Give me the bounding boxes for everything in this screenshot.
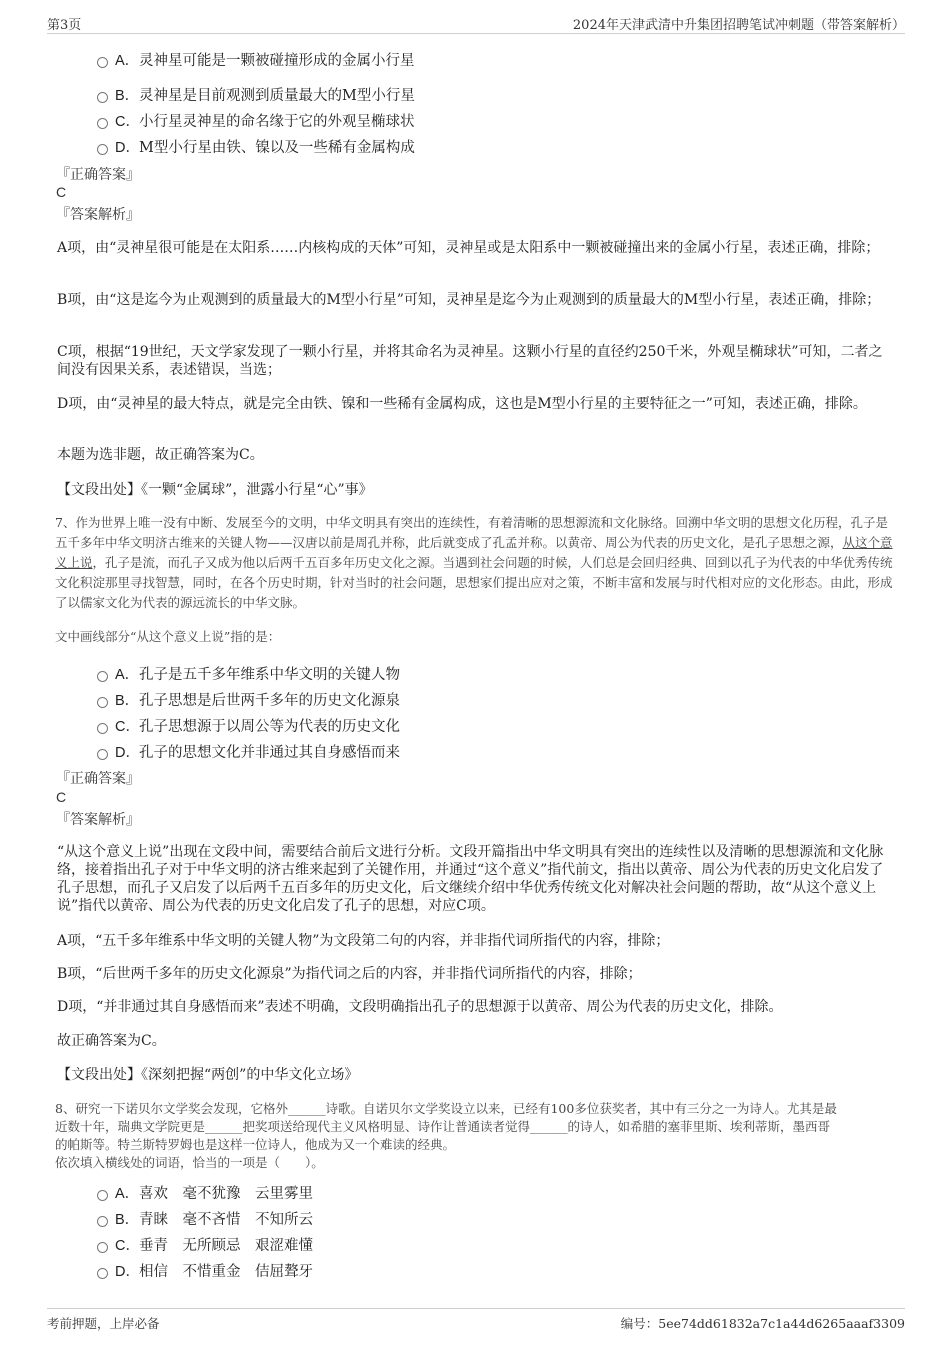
q6-analysis-c: C项，根据“19世纪，天文学家发现了一颗小行星，并将其命名为灵神星。这颗小行星的直径约250千米，外观呈椭球状”可知，二者之间没有因果关系，表述错误，当选； <box>57 344 883 378</box>
q8-option-b[interactable]: B． 青睐 毫不吝惜 不知所云 <box>97 1205 797 1231</box>
q8-question: 依次填入横线处的词语，恰当的一项是（ ）。 <box>55 1155 324 1170</box>
q8-passage: 8、研究一下诺贝尔文学奖会发现，它格外______诗歌。自诺贝尔文学奖设立以来，已经有100多位获奖者，其中有三分之一为诗人。尤其是最 近数十年，瑞典文学院更是______把奖项送给现代主义风格明显、诗作让普通读者觉得______的诗人，如希腊的塞菲里斯、埃利蒂斯，墨西哥 的帕斯等。特兰斯特罗姆也是这样一位诗人，他成为又一个难读的经典。 依次填入横线处的词语，恰当的一项是（ ）。 <box>55 1100 897 1172</box>
q8-option-d[interactable]: D． 相信 不惜重金 佶屈聱牙 <box>97 1257 797 1283</box>
radio-icon[interactable] <box>97 723 108 734</box>
q6-option-d[interactable]: D． M型小行星由铁、镍以及一些稀有金属构成 <box>97 133 797 159</box>
q7-answer-label: 『正确答案』 <box>56 771 140 787</box>
page-number: 第3页 <box>47 18 82 33</box>
radio-icon[interactable] <box>97 144 108 155</box>
q7-option-a[interactable]: A． 孔子是五千多年维系中华文明的关键人物 <box>97 660 797 686</box>
radio-icon[interactable] <box>97 1216 108 1227</box>
q7-option-d[interactable]: D． 孔子的思想文化并非通过其自身感悟而来 <box>97 738 797 764</box>
radio-icon[interactable] <box>97 671 108 682</box>
q6-analysis-b: B项，由“这是迄今为止观测到的质量最大的M型小行星”可知，灵神星是迄今为止观测到的质量最大的M型小行星，表述正确，排除； <box>57 292 881 308</box>
page-footer <box>47 1308 905 1332</box>
q6-answer: C <box>56 184 67 200</box>
radio-icon[interactable] <box>97 1242 108 1253</box>
q6-option-b[interactable]: B． 灵神星是目前观测到质量最大的M型小行星 <box>97 81 797 107</box>
radio-icon[interactable] <box>97 1268 108 1279</box>
q7-option-c[interactable]: C． 孔子思想源于以周公等为代表的历史文化 <box>97 712 797 738</box>
q7-option-b[interactable]: B． 孔子思想是后世两千多年的历史文化源泉 <box>97 686 797 712</box>
q7-analysis-b: B项，“后世两千多年的历史文化源泉”为指代词之后的内容，并非指代词所指代的内容，排除； <box>57 966 642 982</box>
q7-passage: 7、作为世界上唯一没有中断、发展至今的文明，中华文明具有突出的连续性，有着清晰的思想源流和文化脉络。回溯中华文明的思想文化历程，孔子是五千多年中华文明济古维来的关键人物——汉唐以前是周孔并称，此后就变成了孔孟并称。以黄帝、周公为代表的历史文化，是孔子思想之源，从这个意义上说，孔子是流，而孔子又成为他以后两千五百多年历史文化之源。当遇到社会问题的时候，人们总是会回归经典、回到以孔子为代表的中华优秀传统文化积淀那里寻找智慧，同时，在各个历史时期，针对当时的社会问题，思想家们提出应对之策，不断丰富和发展与时代相对应的文化形态。由此，形成了以儒家文化为代表的源远流长的中华文脉。 <box>55 515 893 610</box>
radio-icon[interactable] <box>97 57 108 68</box>
document-id: 编号：5ee74dd61832a7c1a44d6265aaaf3309 <box>620 1316 905 1331</box>
q8-option-a[interactable]: A． 喜欢 毫不犹豫 云里雾里 <box>97 1179 797 1205</box>
radio-icon[interactable] <box>97 697 108 708</box>
q6-source: 【文段出处】《一颗“金属球”，泄露小行星“心”事》 <box>57 482 373 498</box>
q7-analysis-main: “从这个意义上说”出现在文段中间，需要结合前后文进行分析。文段开篇指出中华文明具有突出的连续性以及清晰的思想源流和文化脉络，接着指出孔子对于中华文明的济古维来起到了关键作用，并通过“这个意义”指代前文，指出以黄帝、周公为代表的历史文化启发了孔子思想，而孔子又启发了以后两千五百多年的历史文化，后文继续介绍中华优秀传统文化对解决社会问题的帮助，故“从这个意义上说”指代以黄帝、周公为代表的历史文化启发了孔子的思想，对应C项。 <box>57 844 884 914</box>
q8-options <box>97 1179 797 1283</box>
q6-analysis-a: A项，由“灵神星很可能是在太阳系……内核构成的天体”可知，灵神星或是太阳系中一颗被碰撞出来的金属小行星，表述正确，排除； <box>57 240 880 256</box>
q6-conclusion: 本题为选非题，故正确答案为C。 <box>57 447 264 463</box>
q6-option-c[interactable]: C． 小行星灵神星的命名缘于它的外观呈椭球状 <box>97 107 797 133</box>
q7-source: 【文段出处】《深刻把握“两创”的中华文化立场》 <box>57 1067 359 1083</box>
q7-conclusion: 故正确答案为C。 <box>57 1033 166 1049</box>
q7-underlined-phrase: 从这个意义上说 <box>55 535 893 570</box>
q6-options <box>97 46 797 72</box>
q6-options-rest <box>97 81 797 159</box>
radio-icon[interactable] <box>97 92 108 103</box>
q7-analysis-a: A项，“五千多年维系中华文明的关键人物”为文段第二句的内容，并非指代词所指代的内容，排除； <box>57 933 670 949</box>
q6-answer-label: 『正确答案』 <box>56 167 140 183</box>
page-header <box>47 14 905 34</box>
q6-analysis-label: 『答案解析』 <box>56 207 140 223</box>
radio-icon[interactable] <box>97 118 108 129</box>
q7-options <box>97 660 797 764</box>
q7-analysis-label: 『答案解析』 <box>56 812 140 828</box>
q8-option-c[interactable]: C． 垂青 无所顾忌 艰涩难懂 <box>97 1231 797 1257</box>
q7-answer: C <box>56 789 67 805</box>
document-title: 2024年天津武清中升集团招聘笔试冲刺题（带答案解析） <box>572 18 905 33</box>
q7-analysis-d: D项，“并非通过其自身感悟而来”表述不明确，文段明确指出孔子的思想源于以黄帝、周公为代表的历史文化，排除。 <box>57 999 783 1015</box>
radio-icon[interactable] <box>97 749 108 760</box>
footer-slogan: 考前押题，上岸必备 <box>47 1316 160 1331</box>
radio-icon[interactable] <box>97 1190 108 1201</box>
q7-question: 文中画线部分“从这个意义上说”指的是： <box>55 629 281 644</box>
q6-analysis-d: D项，由“灵神星的最大特点，就是完全由铁、镍和一些稀有金属构成，这也是M型小行星的主要特征之一”可知，表述正确，排除。 <box>57 396 867 412</box>
q6-option-a[interactable]: A． 灵神星可能是一颗被碰撞形成的金属小行星 <box>97 46 797 72</box>
